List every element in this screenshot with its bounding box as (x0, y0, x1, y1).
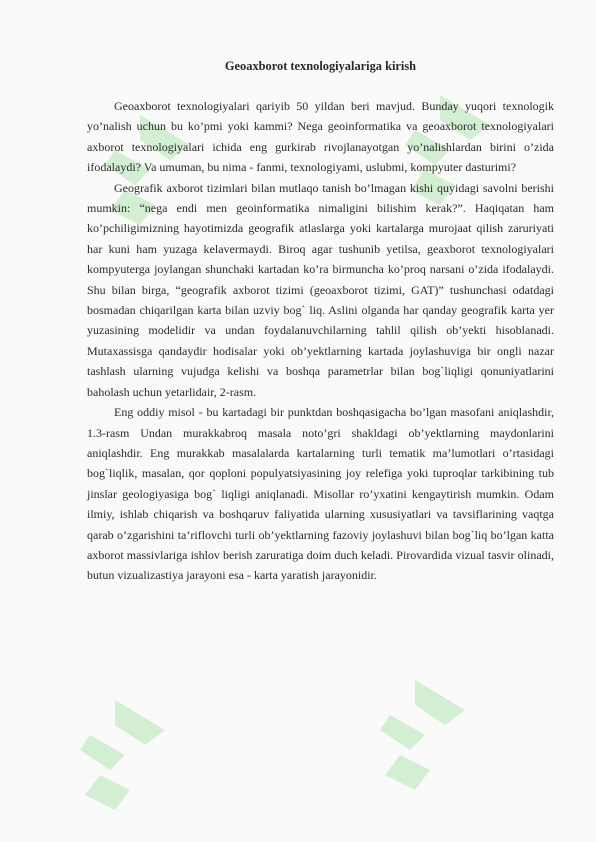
watermark-icon (70, 690, 170, 820)
document-body (87, 58, 554, 586)
document-title: Geoaxborot texnologiyalariga kirish (224, 59, 417, 73)
paragraph: Geoaxborot texnologiyalari qariyib 50 yildan beri mavjud. Bunday yuqori texnologik yo’nalish uchun bu ko’pmi yoki kammi? Nega geoinformatika va geoaxborot texnologiyalari axborot texnologiyalari ichida eng gurkirab rivojlanayotgan yo’nalishlardan birini o’zida ifodalaydi? Va umuman, bu nima - fanmi, texnologiyami, uslubmi, kompyuter dasturimi? (87, 99, 554, 175)
paragraph: Eng oddiy misol - bu kartadagi bir punktdan boshqasigacha bo’lgan masofani aniqlashdir, 1.3-rasm Undan murakkabroq masala noto’gri shakldagi ob’yektlarning maydonlarini aniqlashdir. Eng murakkab masalalarda kartalarning turli tematik ma’lumotlari o’rtasidagi bog`liqlik, masalan, qor qoploni populyatsiyasining joy relefiga yoki tuproqlar tarkibining tub jinslar geologiyasiga bog` liqligi aniqlanadi. Misollar ro’yxatini kengaytirish mumkin. Odam ilmiy, ishlab chiqarish va boshqaruv faliyatida ularning xususiyatlari va tavsiflarining vaqtga qarab o’zgarishini ta’riflovchi turli ob’yektlarning fazoviy joylashuvi bilan bog`liq bo’lgan katta axborot massivlariga ishlov berish zaruratiga doim duch keladi. Pirovardida vizual tasvir olinadi, butun vizualizastiya jarayoni esa - karta yaratish jarayonidir. (87, 405, 554, 583)
paragraph: Geografik axborot tizimlari bilan mutlaqo tanish bo’lmagan kishi quyidagi savolni berishi mumkin: “nega endi men geoinformatika nimaligini bilishim kerak?”. Haqiqatan ham ko’pchiligimizning hayotimizda geografik atlaslarga yoki kartalarga murojaat qilish zaruriyati har kuni ham yuzaga kelavermaydi. Biroq agar tushunib yetilsa, geaxborot texnologiyalari kompyuterga joylangan shunchaki kartadan ko’ra birmuncha ko’proq narsani o’zida ifodalaydi. Shu bilan birga, “geografik axborot tizimi (geoaxborot tizimi, GAT)” tushunchasi odatdagi bosmadan chiqarilgan karta bilan uzviy bog` liq. Aslini olganda har qanday geografik karta yer yuzasining modelidir va undan foydalanuvchilarning tahlil qilish ob’yekti hisoblanadi. Mutaxassisga qandaydir hodisalar yoki ob’yektlarning kartada joylashuviga bir ongli nazar tashlash ularning vujudga kelishi va boshqa parametrlar bilan bog`liqligi qonuniyatlarini baholash uchun yetarlidair, 2-rasm. (87, 180, 554, 399)
watermark-icon (370, 670, 470, 800)
